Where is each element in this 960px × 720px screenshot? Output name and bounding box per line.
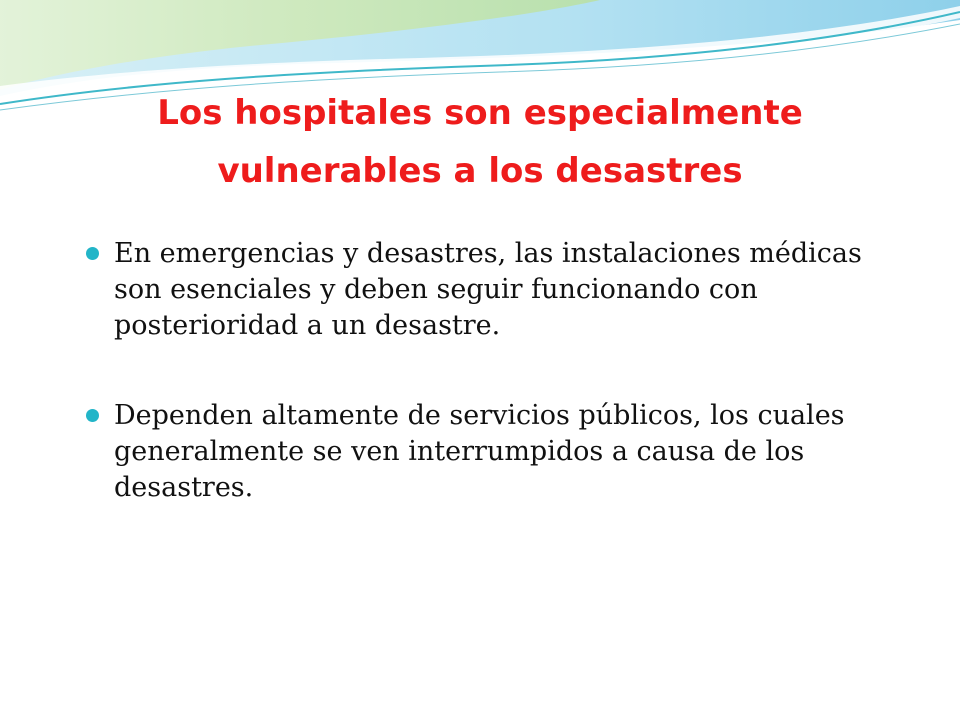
bullet-dot-icon — [86, 247, 99, 260]
bullet-item — [80, 236, 880, 344]
bullet-list — [80, 236, 880, 506]
bullet-item — [80, 398, 880, 506]
bullet-dot-icon — [86, 409, 99, 422]
slide-title: Los hospitales son especialmente vulnerables a los desastres — [157, 93, 803, 191]
bullet-text: Dependen altamente de servicios públicos, los cuales generalmente se ven interrumpidos a causa de los desastres. — [114, 400, 845, 503]
bullet-text: En emergencias y desastres, las instalaciones médicas son esenciales y deben seguir funcionando con posterioridad a un desastre. — [114, 238, 862, 341]
